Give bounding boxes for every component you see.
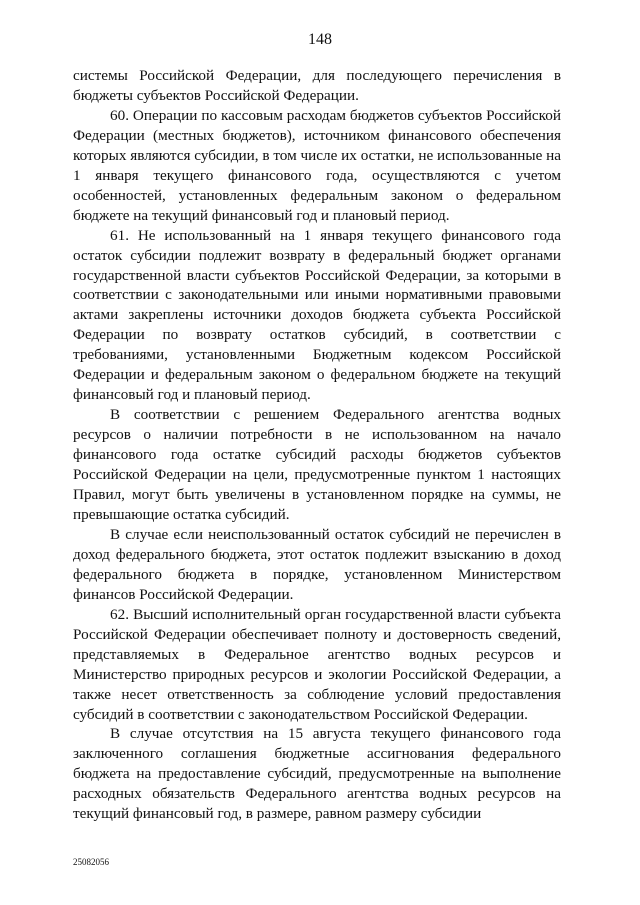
page-number: 148 — [308, 31, 332, 48]
paragraph-60: 60. Операции по кассовым расходам бюджетов субъектов Российской Федерации (местных бюджетов), источником финансового обеспечения которых являются субсидии, в том числе их остатки, не использованные на 1 января текущего финансового года, осуществляются с учетом особенностей, установленных федеральным законом о федеральном бюджете на текущий финансовый год и плановый период. — [73, 106, 561, 224]
document-body — [73, 66, 561, 824]
paragraph-61: 61. Не использованный на 1 января текущего финансового года остаток субсидии подлежит возврату в федеральный бюджет органами государственной власти субъектов Российской Федерации, за которыми в соответствии с законодательными или иными нормативными правовыми актами закреплены источники доходов бюджета субъекта Российской Федерации по возврату остатков субсидий, в соответствии с требованиями, установленными Бюджетным кодексом Российской Федерации и федеральным законом о федеральном бюджете на текущий финансовый год и плановый период. — [73, 226, 561, 404]
paragraph-62-part-2: В случае отсутствия на 15 августа текущего финансового года заключенного соглашения бюджетные ассигнования федерального бюджета на предоставление субсидий, предусмотренные на выполнение расходных обязательств Федерального агентства водных ресурсов на текущий финансовый год, в размере, равном размеру субсидии — [73, 725, 561, 823]
paragraph-61-part-2: В соответствии с решением Федерального агентства водных ресурсов о наличии потребности в не использованном на начало финансового года остатке субсидий расходы бюджетов субъектов Российской Федерации на цели, предусмотренные пунктом 1 настоящих Правил, могут быть увеличены в установленном порядке на суммы, не превышающие остатка субсидий. — [73, 406, 561, 523]
paragraph-continuation: системы Российской Федерации, для последующего перечисления в бюджеты субъектов Российской Федерации. — [73, 67, 561, 104]
paragraph-61-part-3: В случае если неиспользованный остаток субсидий не перечислен в доход федерального бюджета, этот остаток подлежит взысканию в доход федерального бюджета в порядке, установленном Министерством финансов Российской Федерации. — [73, 525, 561, 603]
paragraph-62: 62. Высший исполнительный орган государственной власти субъекта Российской Федерации обеспечивает полноту и достоверность сведений, представляемых в Федеральное агентство водных ресурсов и Министерство природных ресурсов и экологии Российской Федерации, а также несет ответственность за соблюдение условий предоставления субсидий в соответствии с законодательством Российской Федерации. — [73, 605, 561, 723]
document-code: 25082056 — [73, 857, 109, 867]
